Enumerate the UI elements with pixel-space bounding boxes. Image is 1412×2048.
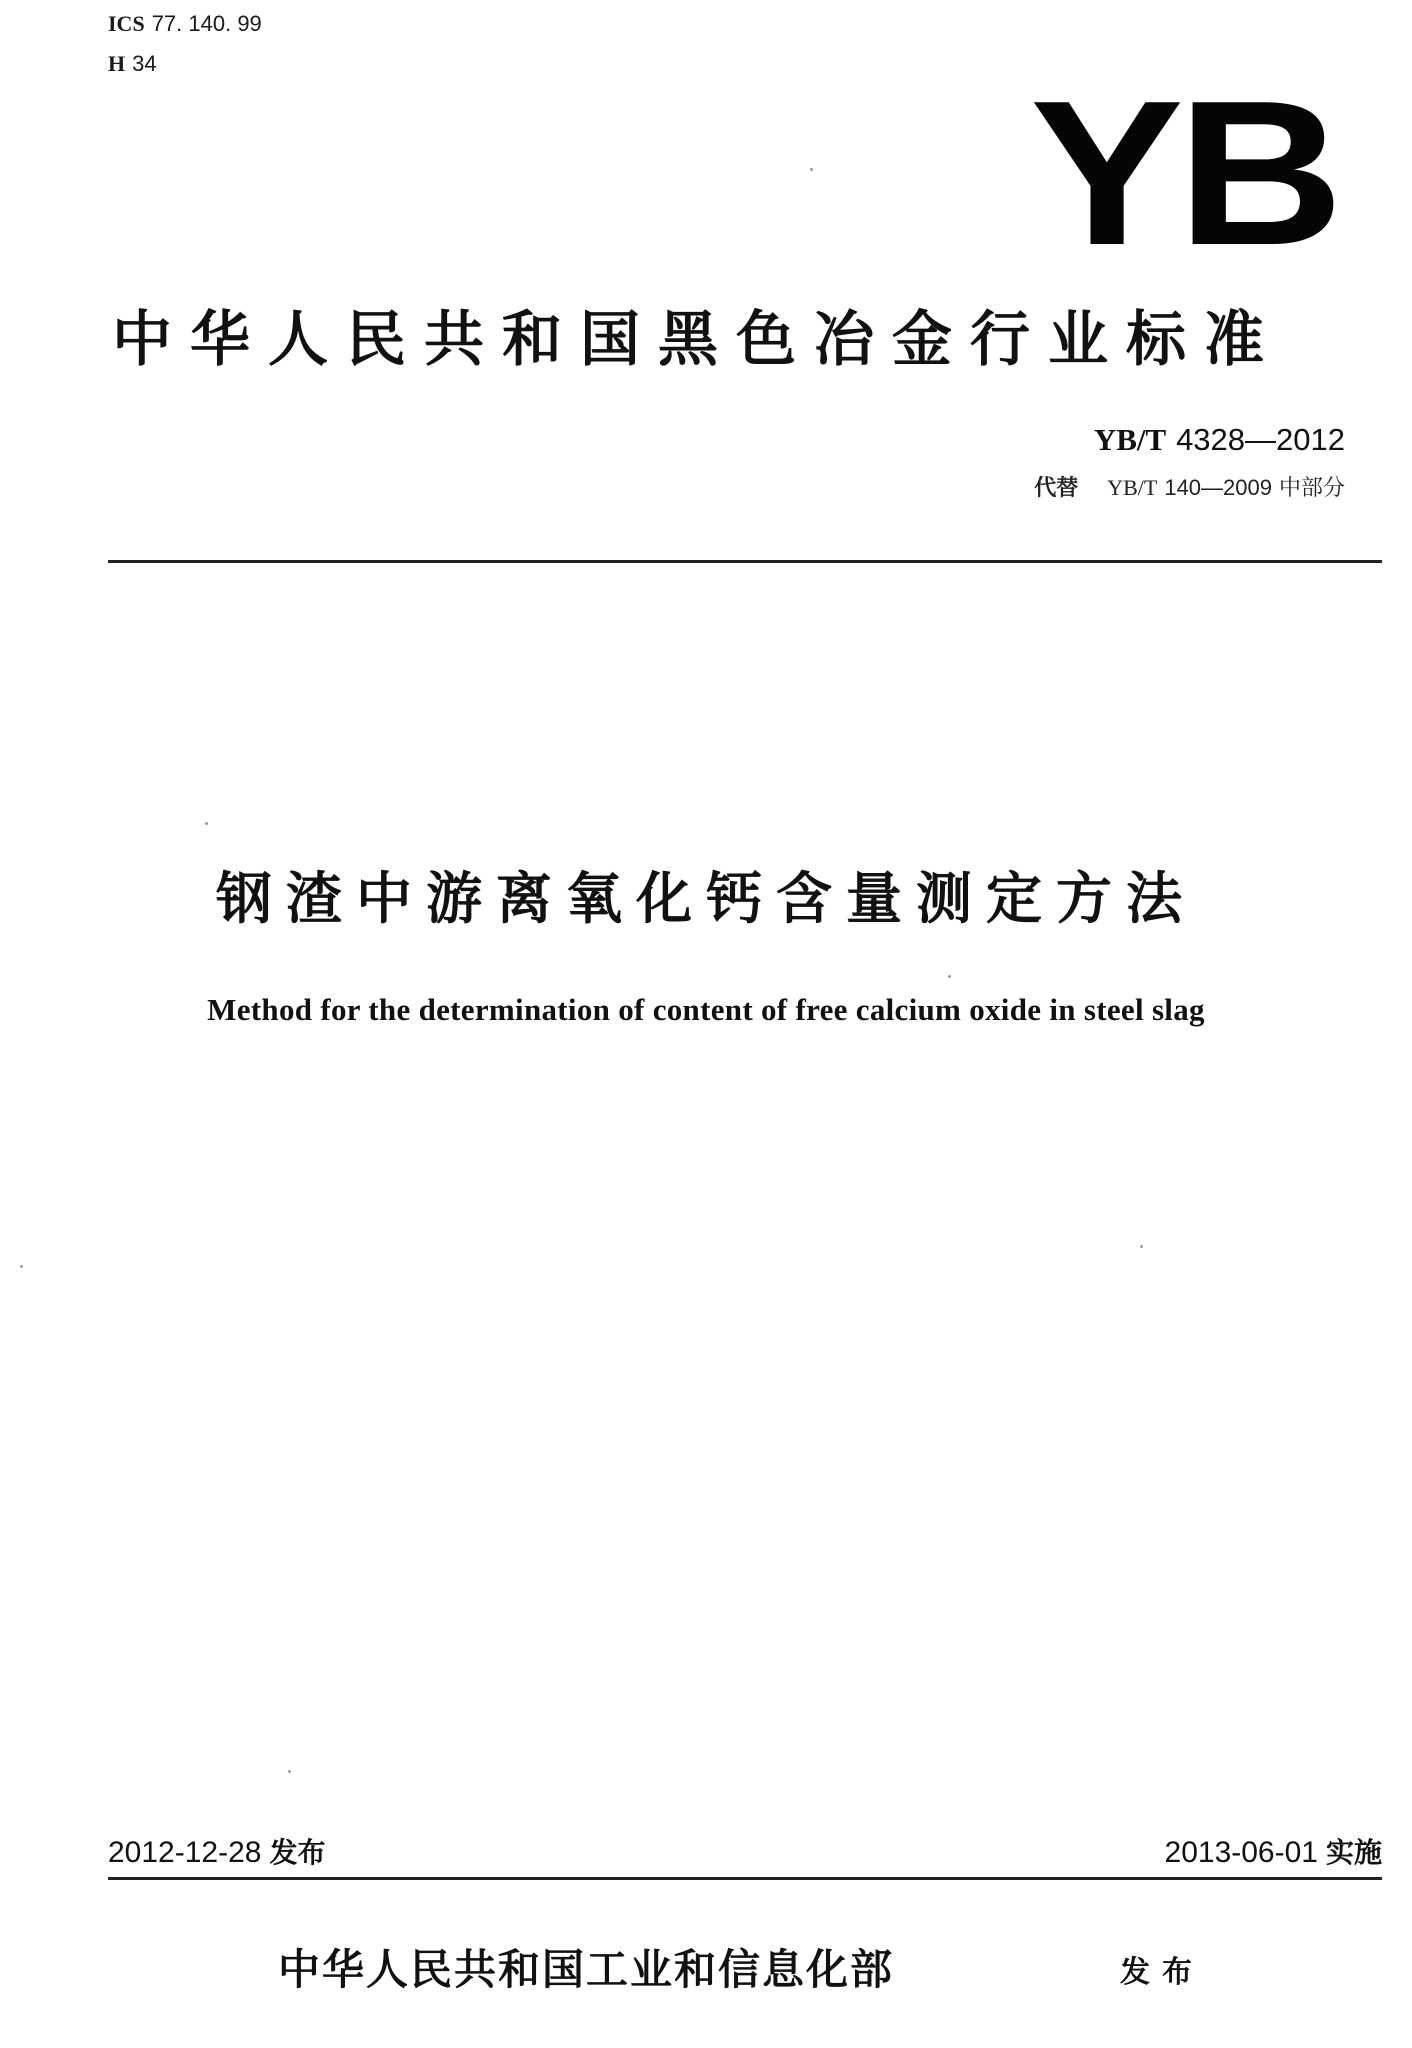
header-divider (108, 560, 1382, 563)
replaces-ref-prefix: YB/T (1107, 475, 1158, 500)
replaces-ref: 140—2009 (1164, 475, 1272, 500)
ics-classification (108, 11, 262, 38)
clc-label: H (108, 51, 126, 76)
scan-speck (810, 168, 813, 171)
issue-date (108, 1833, 325, 1873)
replaces-suffix: 中部分 (1278, 476, 1345, 501)
implementation-date (1165, 1833, 1382, 1873)
industry-standard-title: 中华人民共和国黑色冶金行业标准 (112, 305, 1282, 375)
scan-speck (288, 1770, 291, 1773)
ics-code: 77. 140. 99 (151, 11, 262, 36)
ics-label: ICS (108, 11, 145, 36)
replaces-note (1034, 472, 1345, 505)
implementation-date-value: 2013-06-01 (1164, 1836, 1318, 1869)
publisher-name: 中华人民共和国工业和信息化部 (278, 1945, 895, 1994)
document-title-english: Method for the determination of content of free calcium oxide in steel slag (207, 992, 1205, 1027)
issue-date-value: 2012-12-28 (108, 1836, 262, 1869)
scan-speck (1140, 1245, 1143, 1248)
yb-logo: YB (1030, 58, 1338, 288)
implementation-label: 实施 (1325, 1836, 1382, 1869)
standard-code: 4328—2012 (1176, 422, 1345, 457)
scan-speck (205, 822, 208, 825)
footer-divider (108, 1877, 1382, 1880)
document-title-chinese: 钢渣中游离氧化钙含量测定方法 (216, 867, 1196, 932)
clc-code: 34 (132, 51, 157, 76)
standard-prefix: YB/T (1093, 422, 1167, 457)
standard-number (1094, 420, 1345, 460)
publish-label: 发布 (1120, 1955, 1204, 1990)
clc-classification (108, 51, 157, 78)
issue-label: 发布 (269, 1836, 326, 1869)
scan-speck (948, 975, 951, 978)
replaces-label: 代替 (1034, 476, 1079, 501)
scan-speck (20, 1265, 23, 1268)
